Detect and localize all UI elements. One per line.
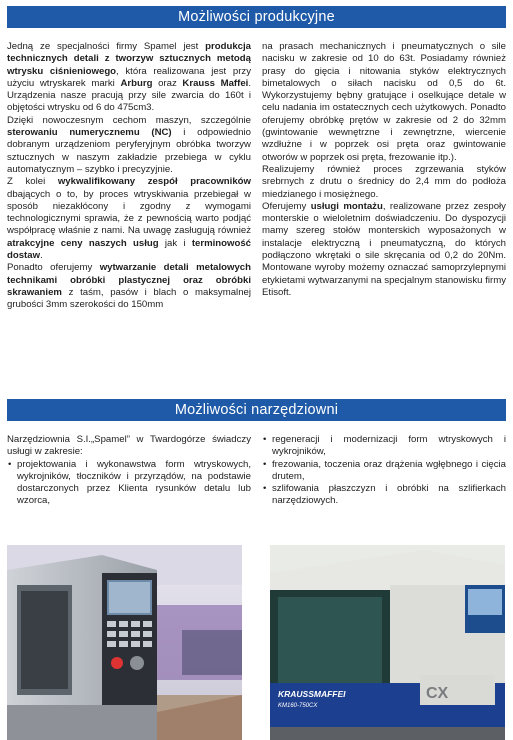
toolroom-services-left — [7, 459, 251, 508]
text: Realizujemy również proces zgrzewania styków srebrnych z drutu o średnicy do 2,4 mm do podłoża miedzianego i mosiężnego. — [262, 163, 506, 200]
paragraph — [7, 262, 251, 311]
text: Jedną ze specjalności firmy Spamel jest — [7, 41, 206, 52]
bold-text: usługi montażu — [310, 200, 383, 212]
paragraph — [262, 41, 506, 164]
paragraph — [7, 115, 251, 176]
section-toolroom-title: Możliwości narzędziowni — [7, 399, 506, 421]
text: oraz — [152, 77, 183, 89]
bold-text: sterowaniu numerycznemu (NC) — [7, 127, 172, 139]
bold-text: atrakcyjne ceny naszych usług — [7, 237, 159, 249]
text: , która realizowana jest przy użyciu wtryskarek marki — [7, 65, 252, 89]
paragraph — [7, 41, 251, 115]
text: z taśm, pasów i blach o maksymalnej grubości 3mm szerokości do 150mm — [7, 286, 251, 311]
paragraph — [262, 164, 506, 201]
toolroom-services-right — [262, 434, 506, 508]
bold-text: produkcja technicznych detali z tworzyw sztucznych metodą wtrysku ciśnieniowego — [7, 41, 251, 77]
injection-machine-photo — [270, 545, 505, 740]
bold-text: Krauss Maffei — [182, 77, 249, 89]
paragraph — [262, 201, 506, 299]
bold-text: terminowość dostaw — [7, 237, 251, 262]
text: . Urządzenia nasze pracują przy sile zwarcia do 160t i objętości wtrysku od 6 do 475cm3. — [7, 77, 251, 114]
text: na prasach mechanicznych i pneumatycznych o sile nacisku w zakresie od 10 do 63t. Posiadamy również prasy do gięcia i nitowania styków elektrycznych bimetalowych o siłach nacisku od 0,5 do 6t. Wykorzystujemy bębny gratujące i oselkujące detale w celu nadania im ostatecznych cech użytkowych. Ponadto oferujemy obróbkę prętów w zakresie od 2 do 32mm (gwintowanie wewnętrzne i zewnętrzne, wiercenie wzdłużne i w poprzek osi pręta oraz gwintowanie otworów w poprzek osi pręta, frezowanie itp.). — [262, 41, 506, 163]
km-model-label: KM160-750CX — [278, 703, 318, 709]
bold-text: Arburg — [120, 77, 153, 89]
list-item: • frezowania, toczenia oraz drążenia wgłębnego i cięcia drutem, — [272, 459, 506, 484]
km-brand-label: KRAUSSMAFFEI — [278, 689, 346, 699]
toolroom-text-right — [262, 434, 506, 508]
toolroom-intro: Narzędziownia S.I.„Spamel” w Twardogórze świadczy usługi w zakresie: — [7, 434, 251, 458]
list-item: • szlifowania płaszczyzn i obróbki na szlifierkach narzędziowych. — [272, 483, 506, 508]
paragraph — [7, 176, 251, 262]
text: Oferujemy — [262, 200, 311, 212]
text: . — [40, 250, 43, 262]
bold-text: wykwalifikowany zespół pracowników — [57, 176, 251, 188]
cx-series-label: CX — [426, 685, 449, 702]
text: , realizowane przez zespoły monterskie o wieloletnim doświadczeniu. Do dyspozycji mamy szereg stołów monterskich wyposażonych w instalacje elektryczną i pneumatyczną, do których podłączono wkrętaki o sile skręcania od 0,2 do 20Nm. Montowane wyroby możemy oznaczać samoprzylepnymi etykietami wytwarzanymi na specjalnym stanowisku firmy Etisoft. — [262, 200, 506, 298]
production-text-left — [7, 41, 251, 312]
text: dbających o to, by proces wtryskiwania przebiegał w sposób niezakłócony i zgodny z wymogami technologicznymi sprawia, że z pewnością warto podjąć współpracę właśnie z nami. Na uwagę zasługują również — [7, 188, 251, 237]
list-item: • projektowania i wykonawstwa form wtryskowych, wykrojników, tłoczników i przyrządów, na podstawie dostarczonych przez Klienta rysunków detalu lub wzorca, — [17, 459, 251, 508]
list-item: • regeneracji i modernizacji form wtryskowych i wykrojników, — [272, 434, 506, 459]
production-text-right — [262, 41, 506, 299]
text: Dzięki nowoczesnym cechom maszyn, szczególnie — [7, 114, 251, 126]
text: jak i — [158, 237, 192, 249]
bold-text: wytwarzanie detali metalowych technikami obróbki plastycznej oraz obróbki skrawaniem — [7, 262, 251, 298]
text: i odpowiednio dobranym urządzeniom peryferyjnym obróbka tworzyw sztucznych w naszym zakładzie przebiega w cyklu automatycznym – szybko i precyzyjnie. — [7, 127, 251, 175]
cnc-machine-photo — [7, 545, 242, 740]
toolroom-text-left — [7, 434, 251, 508]
text: Z kolei — [7, 176, 58, 188]
section-production-title: Możliwości produkcyjne — [7, 6, 506, 28]
text: Ponadto oferujemy — [7, 262, 100, 274]
